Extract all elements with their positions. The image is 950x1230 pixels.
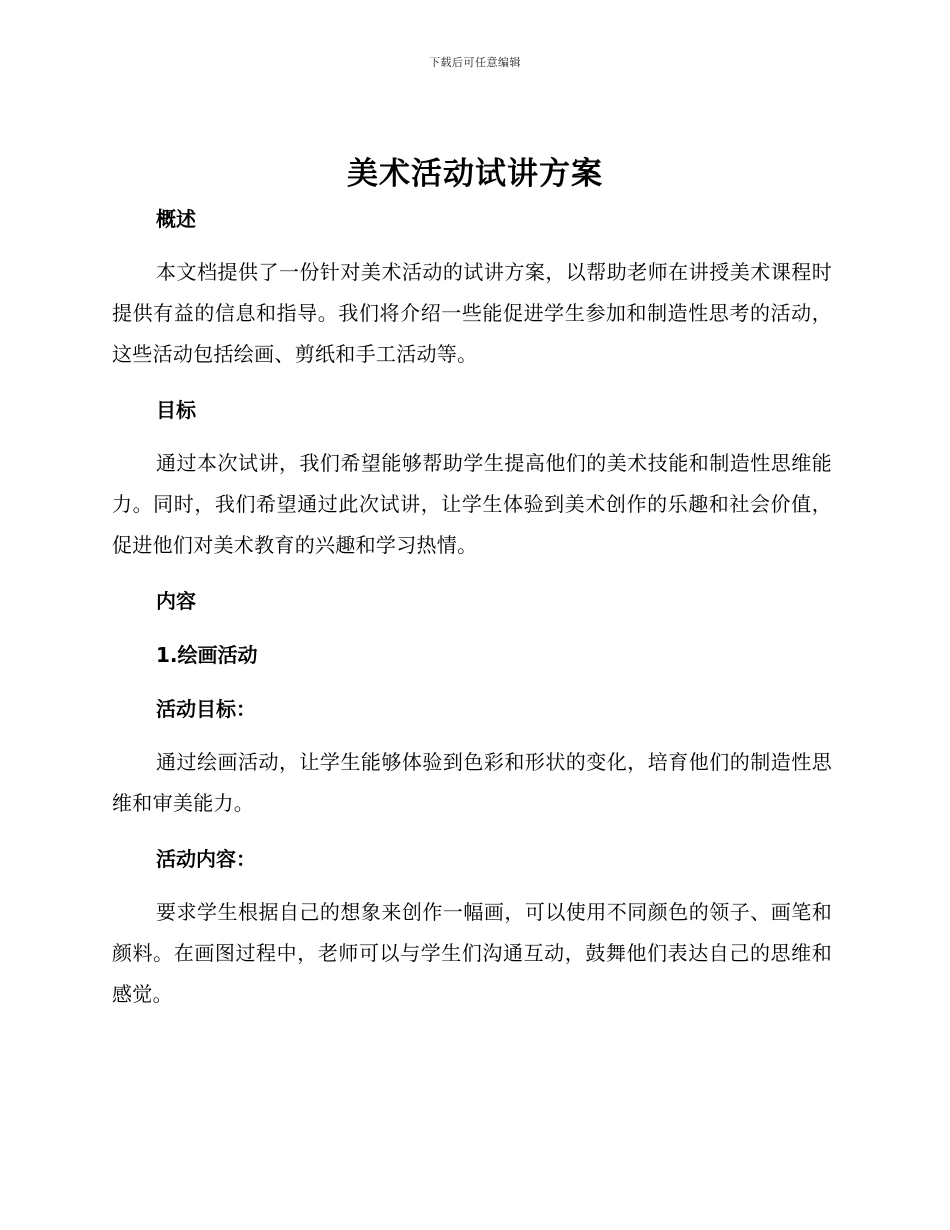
goal-paragraph: 通过本次试讲，我们希望能够帮助学生提高他们的美术技能和制造性思维能力。同时，我们希望通过此次试讲，让学生体验到美术创作的乐趣和社会价值，促进他们对美术教育的兴趣和学习热情。 (112, 451, 832, 557)
activity-content-heading: 活动内容： (156, 847, 256, 871)
activity-1-heading: 1.绘画活动 (156, 643, 258, 667)
document-title: 美术活动试讲方案 (347, 156, 603, 192)
document-body (112, 198, 832, 1015)
activity-goal-paragraph: 通过绘画活动，让学生能够体验到色彩和形状的变化，培育他们的制造性思维和审美能力。 (112, 750, 832, 815)
goal-heading: 目标 (156, 398, 196, 422)
content-heading: 内容 (156, 589, 196, 613)
overview-heading: 概述 (156, 207, 196, 231)
activity-goal-heading: 活动目标： (156, 697, 256, 721)
activity-content-paragraph: 要求学生根据自己的想象来创作一幅画，可以使用不同颜色的领子、画笔和颜料。在画图过程中，老师可以与学生们沟通互动，鼓舞他们表达自己的思维和感觉。 (112, 900, 832, 1006)
overview-paragraph: 本文档提供了一份针对美术活动的试讲方案，以帮助老师在讲授美术课程时提供有益的信息和指导。我们将介绍一些能促进学生参加和制造性思考的活动，这些活动包括绘画、剪纸和手工活动等。 (112, 260, 832, 366)
header-note: 下载后可任意编辑 (429, 56, 521, 69)
